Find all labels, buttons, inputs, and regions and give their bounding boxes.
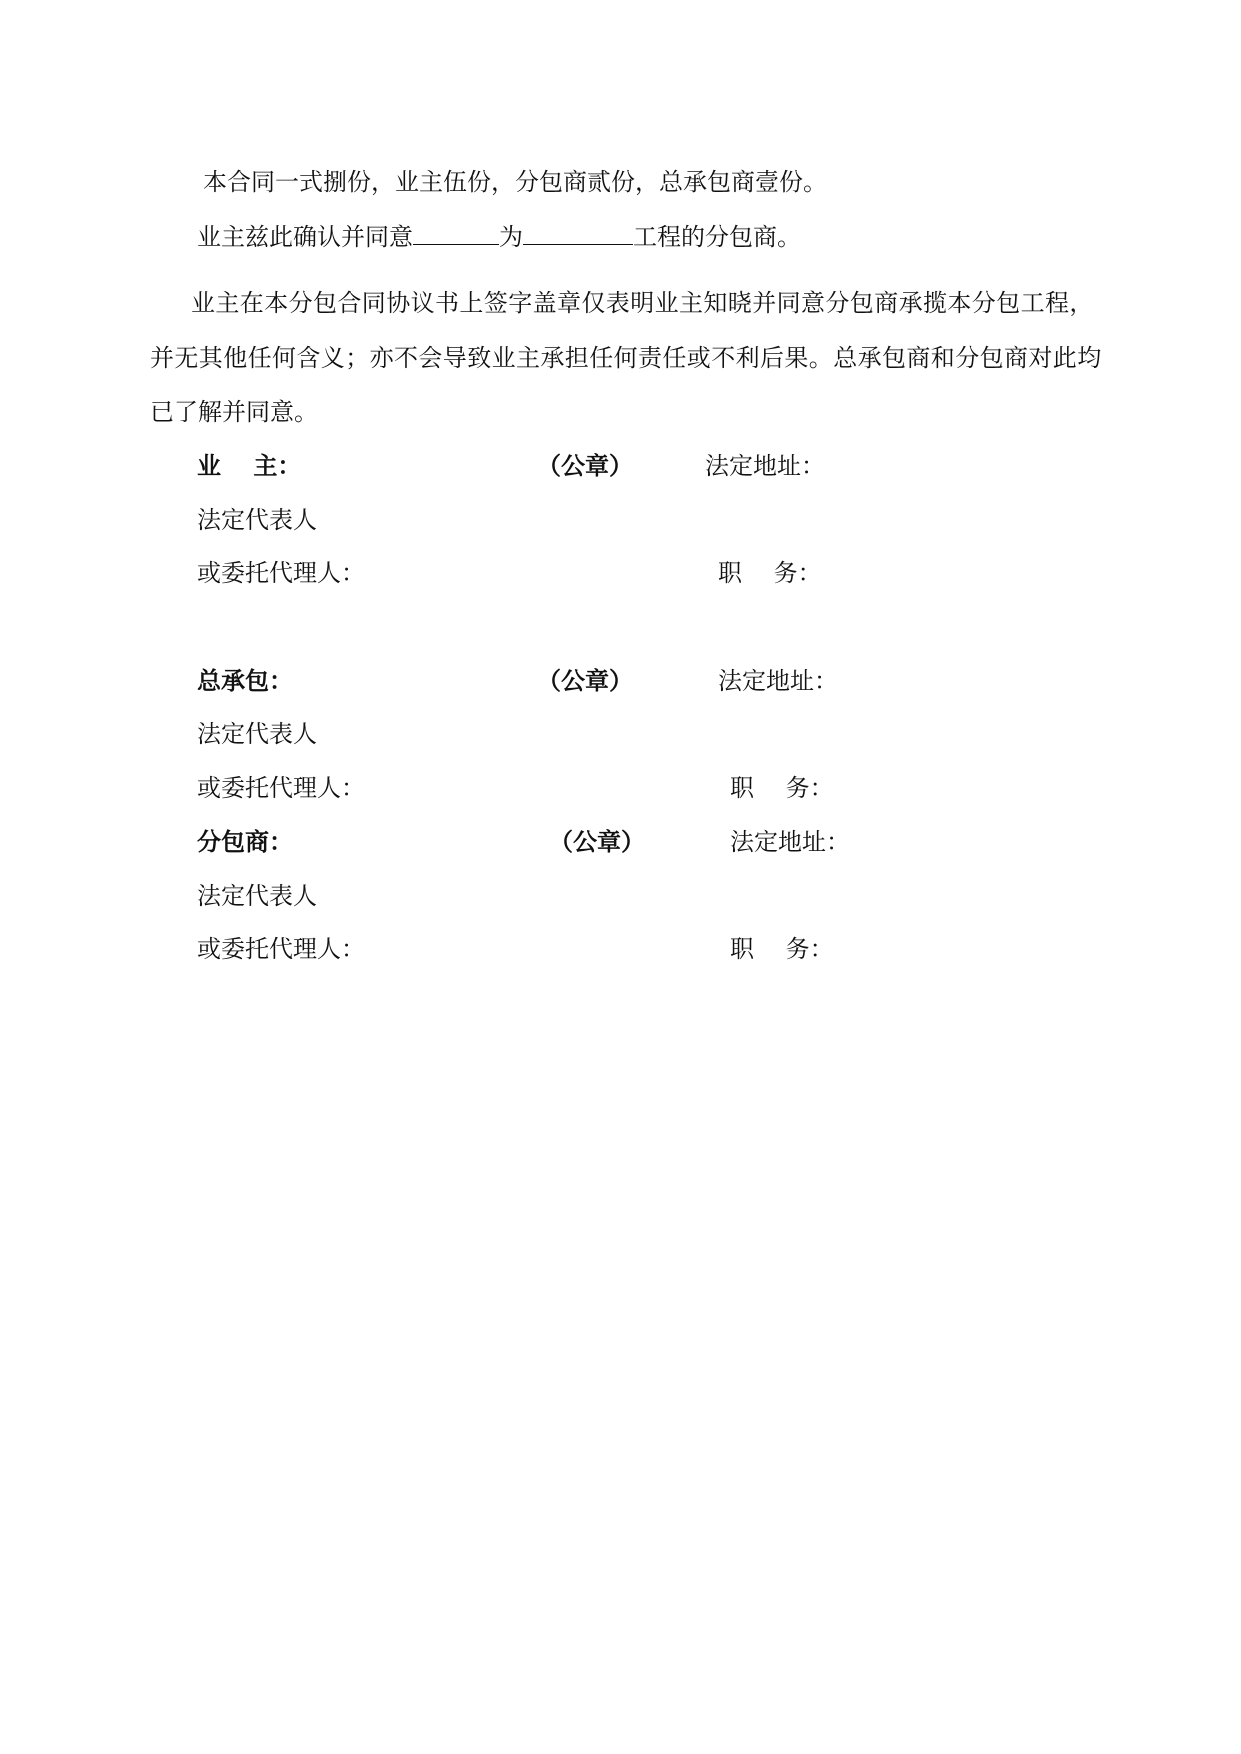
contractor-role-label: 总承包： xyxy=(197,666,293,695)
project-name-blank xyxy=(523,220,633,245)
disclaimer-line-1: 业主在本分包合同协议书上签字盖章仅表明业主知晓并同意分包商承揽本分包工程， xyxy=(191,289,1094,317)
owner-title-label: 职 务： xyxy=(718,559,822,587)
subcontractor-address-label: 法定地址： xyxy=(730,828,850,856)
disclaimer-line-3: 已了解并同意。 xyxy=(150,398,318,426)
subcontractor-title-label: 职 务： xyxy=(730,935,834,963)
subcontractor-rep-label: 法定代表人 xyxy=(197,882,317,910)
subcontractor-name-blank xyxy=(413,220,499,245)
owner-confirmation-prefix: 业主兹此确认并同意 xyxy=(197,223,413,251)
subcontractor-seal-label: （公章） xyxy=(549,827,645,856)
owner-agent-label: 或委托代理人： xyxy=(197,559,365,587)
owner-seal-label: （公章） xyxy=(537,451,633,480)
subcontractor-agent-label: 或委托代理人： xyxy=(197,935,365,963)
owner-confirmation-middle: 为 xyxy=(499,223,523,251)
owner-confirmation xyxy=(197,220,801,253)
disclaimer-line-2: 并无其他任何含义；亦不会导致业主承担任何责任或不利后果。总承包商和分包商对此均 xyxy=(150,344,1102,372)
contractor-address-label: 法定地址： xyxy=(718,667,838,695)
copies-clause: 本合同一式捌份，业主伍份，分包商贰份，总承包商壹份。 xyxy=(203,168,827,196)
owner-address-label: 法定地址： xyxy=(705,452,825,480)
subcontractor-role-label: 分包商： xyxy=(197,827,293,856)
owner-rep-label: 法定代表人 xyxy=(197,506,317,534)
owner-role-label: 业 主： xyxy=(197,451,302,480)
contractor-agent-label: 或委托代理人： xyxy=(197,774,365,802)
owner-confirmation-suffix: 工程的分包商。 xyxy=(633,223,801,251)
contractor-title-label: 职 务： xyxy=(730,774,834,802)
contractor-rep-label: 法定代表人 xyxy=(197,720,317,748)
contractor-seal-label: （公章） xyxy=(537,666,633,695)
